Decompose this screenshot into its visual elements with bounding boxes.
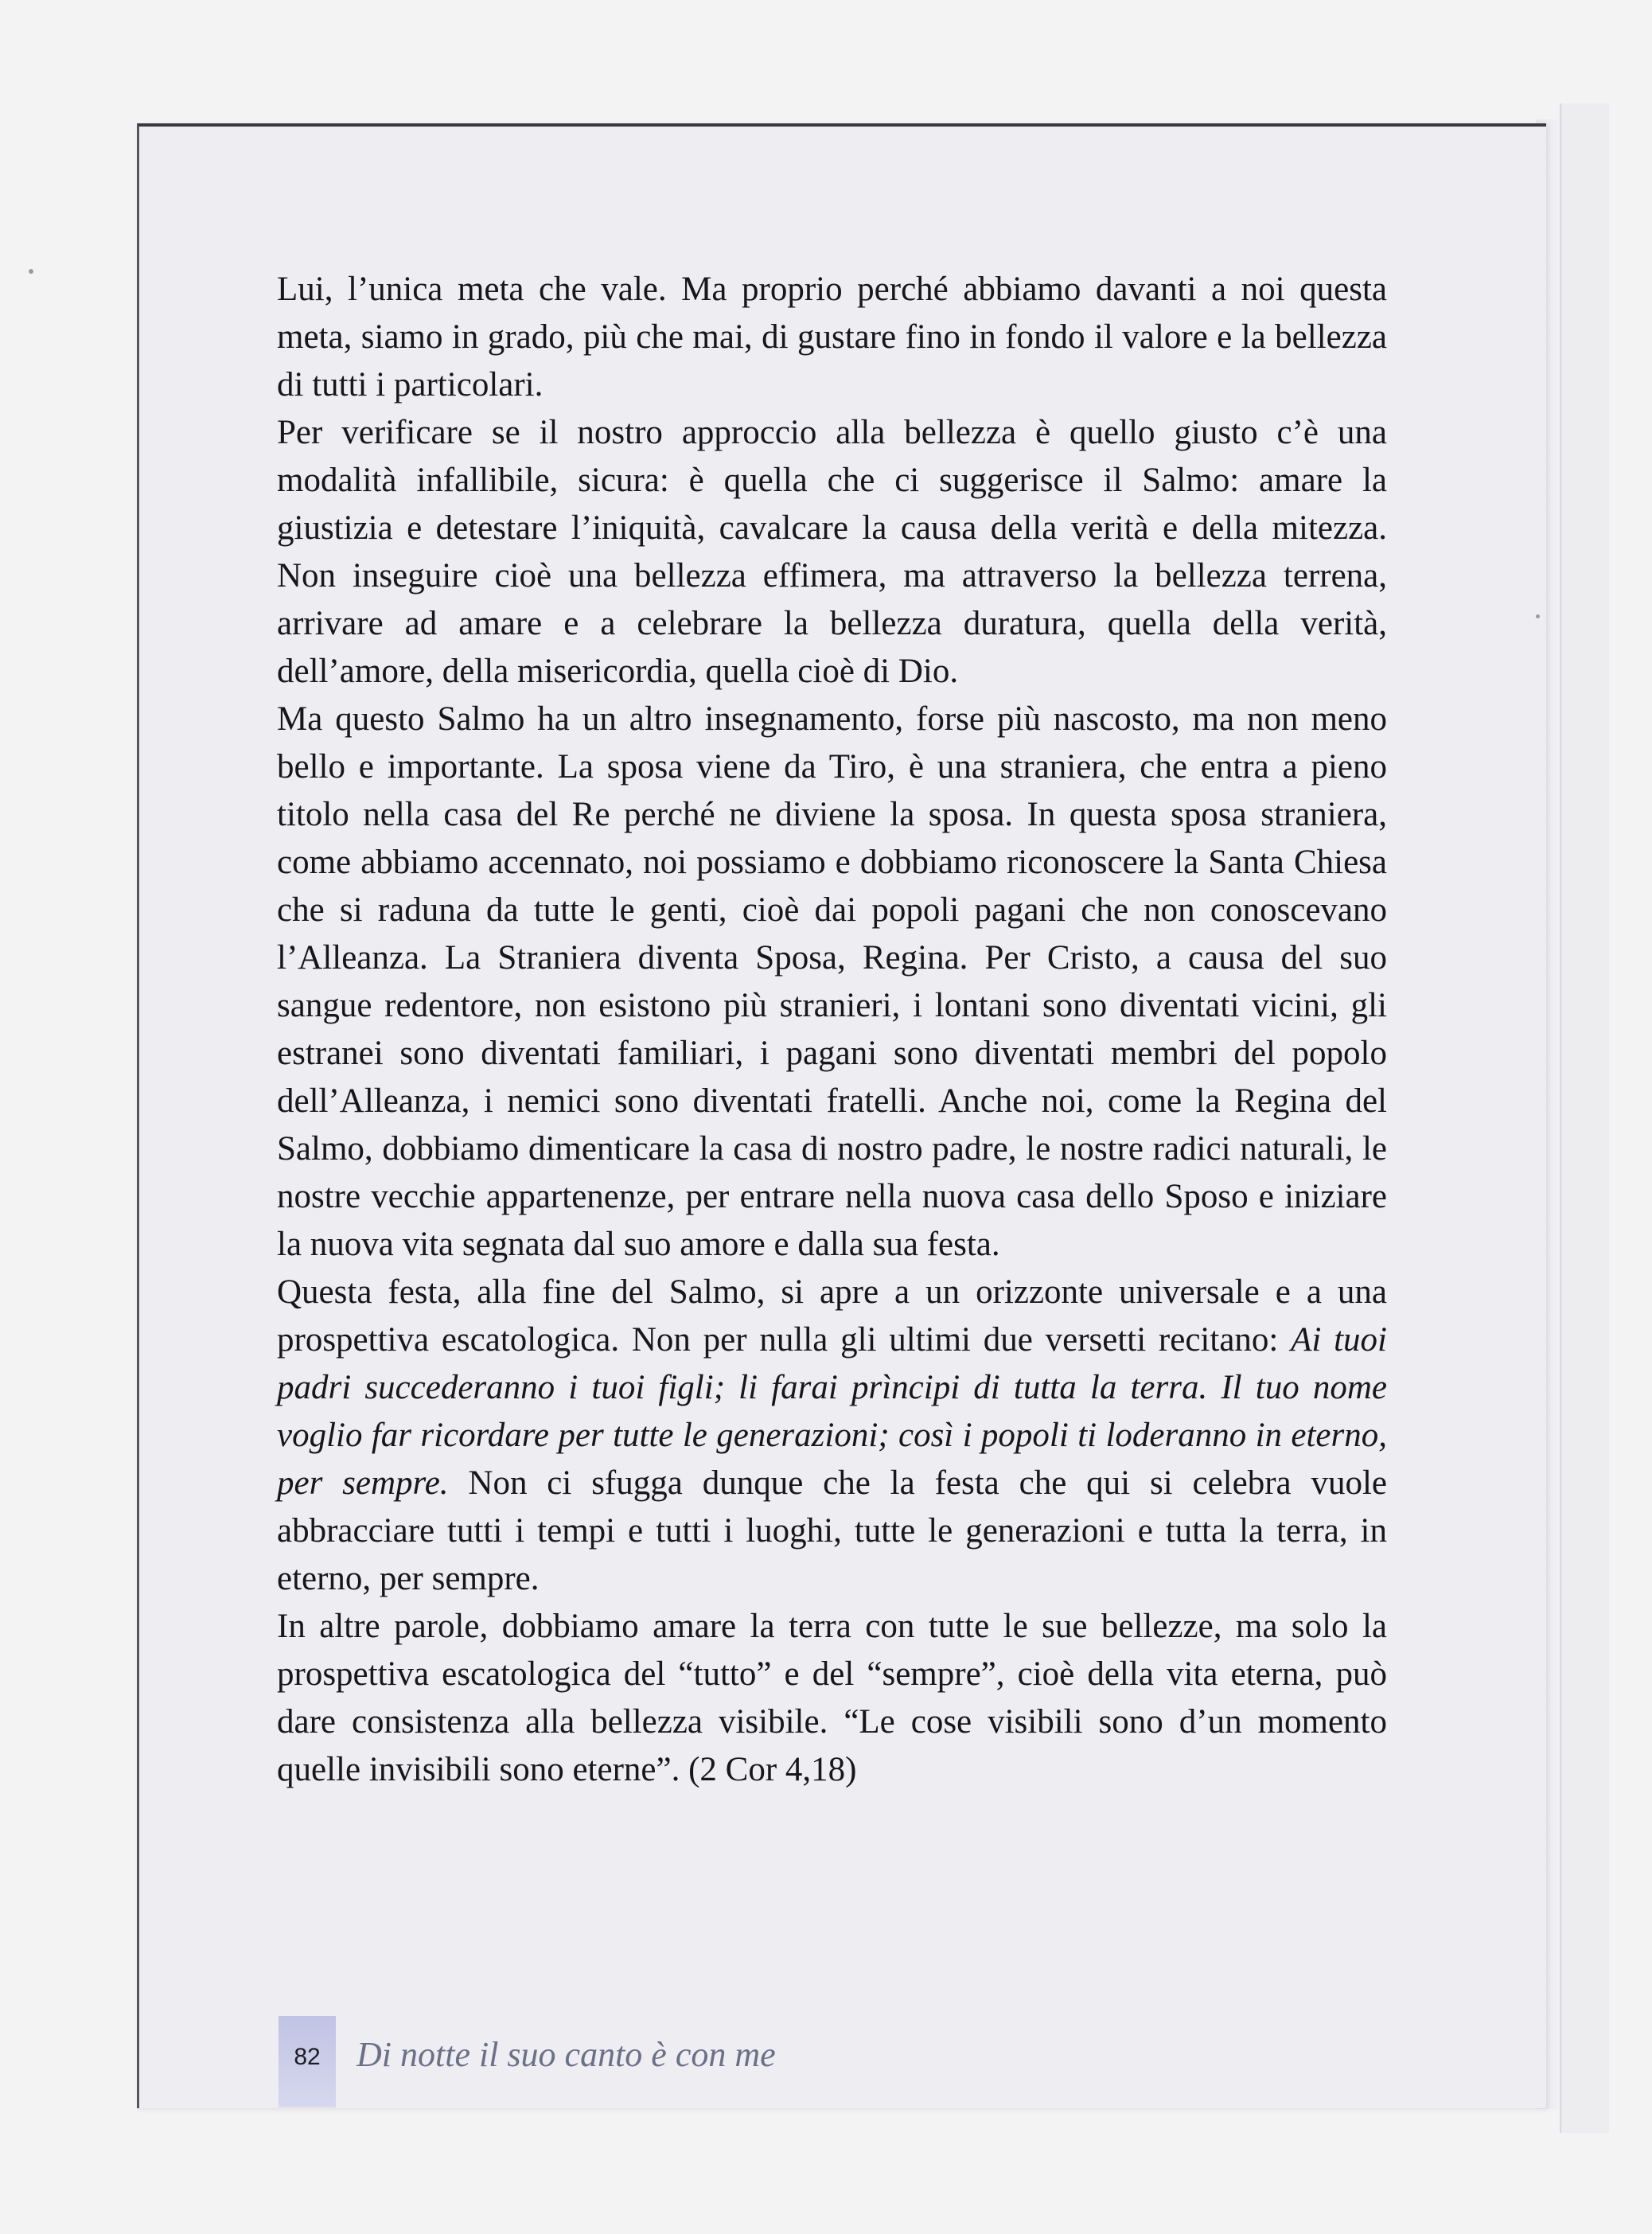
psalm-quote: Ai tuoi padri succederanno i tuoi figli; li farai prìncipi di tutta la terra. Il tuo nome voglio far ricordare per tutte le generazioni; così i popoli ti loderanno in eterno, per sempre. xyxy=(277,1321,1387,1502)
scan-speck xyxy=(29,269,33,274)
paragraph-3: Ma questo Salmo ha un altro insegnamento, forse più nascosto, ma non meno bello e importante. La sposa viene da Tiro, è una straniera, che entra a pieno titolo nella casa del Re perché ne diviene la sposa. In questa sposa straniera, come abbiamo accennato, noi possiamo e dobbiamo riconoscere la Santa Chiesa che si raduna da tutte le genti, cioè dai popoli pagani che non conoscevano l’Alleanza. La Straniera diventa Sposa, Regina. Per Cristo, a causa del suo sangue redentore, non esistono più stranieri, i lontani sono diventati vicini, gli estranei sono diventati familiari, i pagani sono diventati membri del popolo dell’Alleanza, i nemici sono diventati fratelli. Anche noi, come la Regina del Salmo, dobbiamo dimenticare la casa di nostro padre, le nostre radici naturali, le nostre vecchie appartenenze, per entrare nella nuova casa dello Sposo e iniziare la nuova vita segnata dal suo amore e dalla sua festa. xyxy=(277,700,1387,1263)
paragraph-4 xyxy=(277,1269,1387,1603)
adjacent-page-edge xyxy=(1560,103,1609,2133)
paragraph-2: Per verificare se il nostro approccio alla bellezza è quello giusto c’è una modalità infallibile, sicura: è quella che ci suggerisce il Salmo: amare la giustizia e detestare l’iniquità, cavalcare la causa della verità e della mitezza. Non inseguire cioè una bellezza effimera, ma attraverso la bellezza terrena, arrivare ad amare e a celebrare la bellezza duratura, quella della verità, dell’amore, della misericordia, quella cioè di Dio. xyxy=(277,414,1387,690)
running-title: Di notte il suo canto è con me xyxy=(357,2035,776,2074)
paragraph-4-tail: Non ci sfugga dunque che la festa che qui si celebra vuole abbracciare tutti i tempi e tutti i luoghi, tutte le generazioni e tutta la terra, in eterno, per sempre. xyxy=(277,1464,1387,1597)
scan-speck xyxy=(1536,614,1540,618)
body-text xyxy=(277,266,1387,1794)
paragraph-4-lead: Questa festa, alla fine del Salmo, si apre a un orizzonte universale e a una prospettiva escatologica. Non per nulla gli ultimi due versetti recitano: xyxy=(277,1273,1387,1359)
paragraph-1: Lui, l’unica meta che vale. Ma proprio perché abbiamo davanti a noi questa meta, siamo in grado, più che mai, di gustare fino in fondo il valore e la bellezza di tutti i particolari. xyxy=(277,271,1387,404)
paragraph-5: In altre parole, dobbiamo amare la terra con tutte le sue bellezze, ma solo la prospettiva escatologica del “tutto” e del “sempre”, cioè della vita eterna, può dare consistenza alla bellezza visibile. “Le cose visibili sono d’un momento quelle invisibili sono eterne”. (2 Cor 4,18) xyxy=(277,1608,1387,1788)
page-number: 82 xyxy=(294,2044,321,2070)
